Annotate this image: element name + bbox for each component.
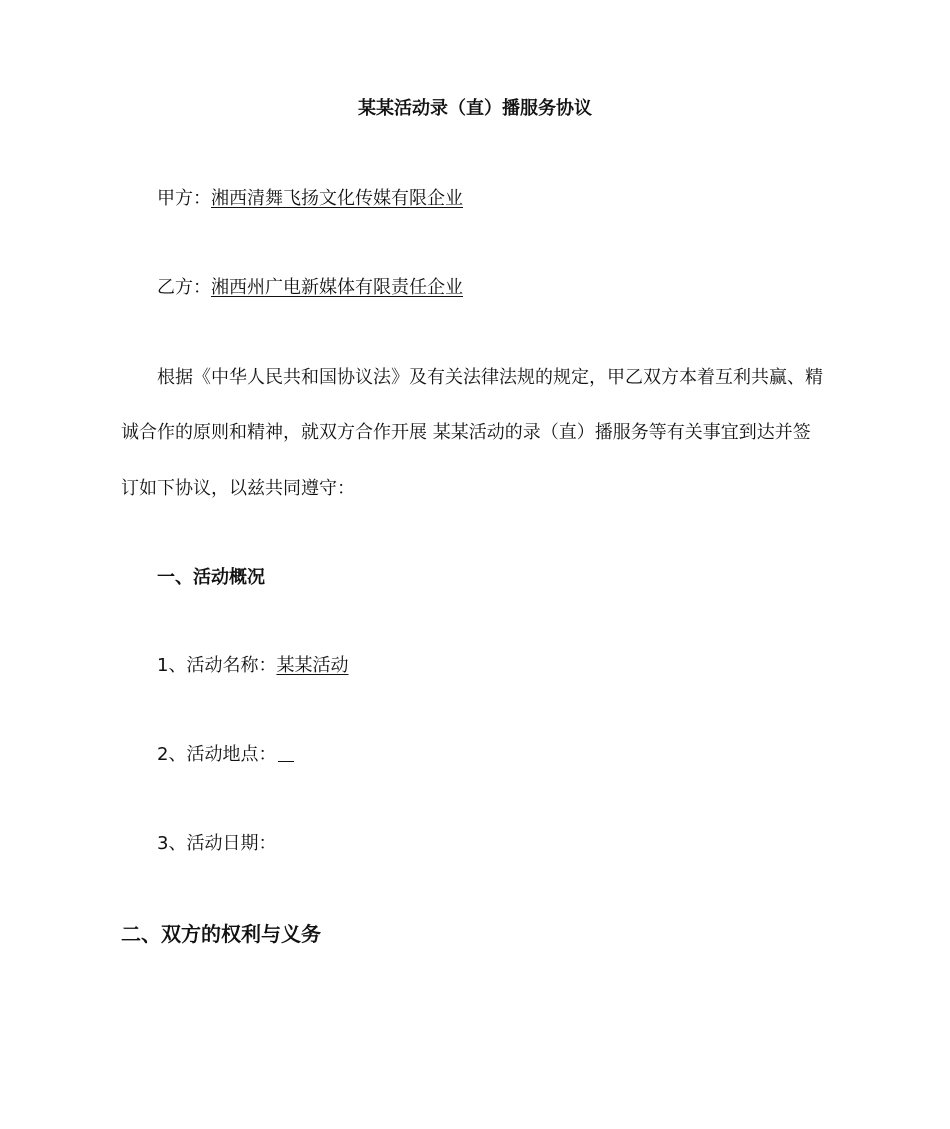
intro-line-1: 根据《中华人民共和国协议法》及有关法律法规的规定，甲乙双方本着互利共赢、精: [157, 367, 823, 388]
activity-date-label: 3、活动日期：: [157, 833, 277, 854]
party-a-label: 甲方：: [157, 188, 211, 209]
party-b-line: [157, 276, 463, 300]
activity-name-value: 某某活动: [276, 655, 349, 676]
party-b-value: 湘西州广电新媒体有限责任企业: [211, 277, 463, 298]
party-a-line: [157, 187, 463, 211]
activity-location-label: 2、活动地点：: [157, 744, 277, 765]
section-1-heading: 一、活动概况: [157, 567, 265, 588]
activity-name-label: 1、活动名称：: [157, 655, 277, 676]
party-a-value: 湘西清舞飞扬文化传媒有限企业: [211, 188, 463, 209]
activity-date-line: [157, 832, 276, 856]
intro-line-2: 诚合作的原则和精神，就双方合作开展 某某活动的录（直）播服务等有关事宜到达并签: [121, 422, 811, 443]
activity-name-line: [157, 654, 348, 678]
document-title: 某某活动录（直）播服务协议: [358, 98, 592, 119]
intro-line-3: 订如下协议，以兹共同遵守：: [121, 478, 355, 499]
activity-location-line: [157, 743, 294, 767]
party-b-label: 乙方：: [157, 277, 211, 298]
activity-location-blank: [278, 743, 294, 762]
section-2-heading: 二、双方的权利与义务: [121, 922, 321, 946]
